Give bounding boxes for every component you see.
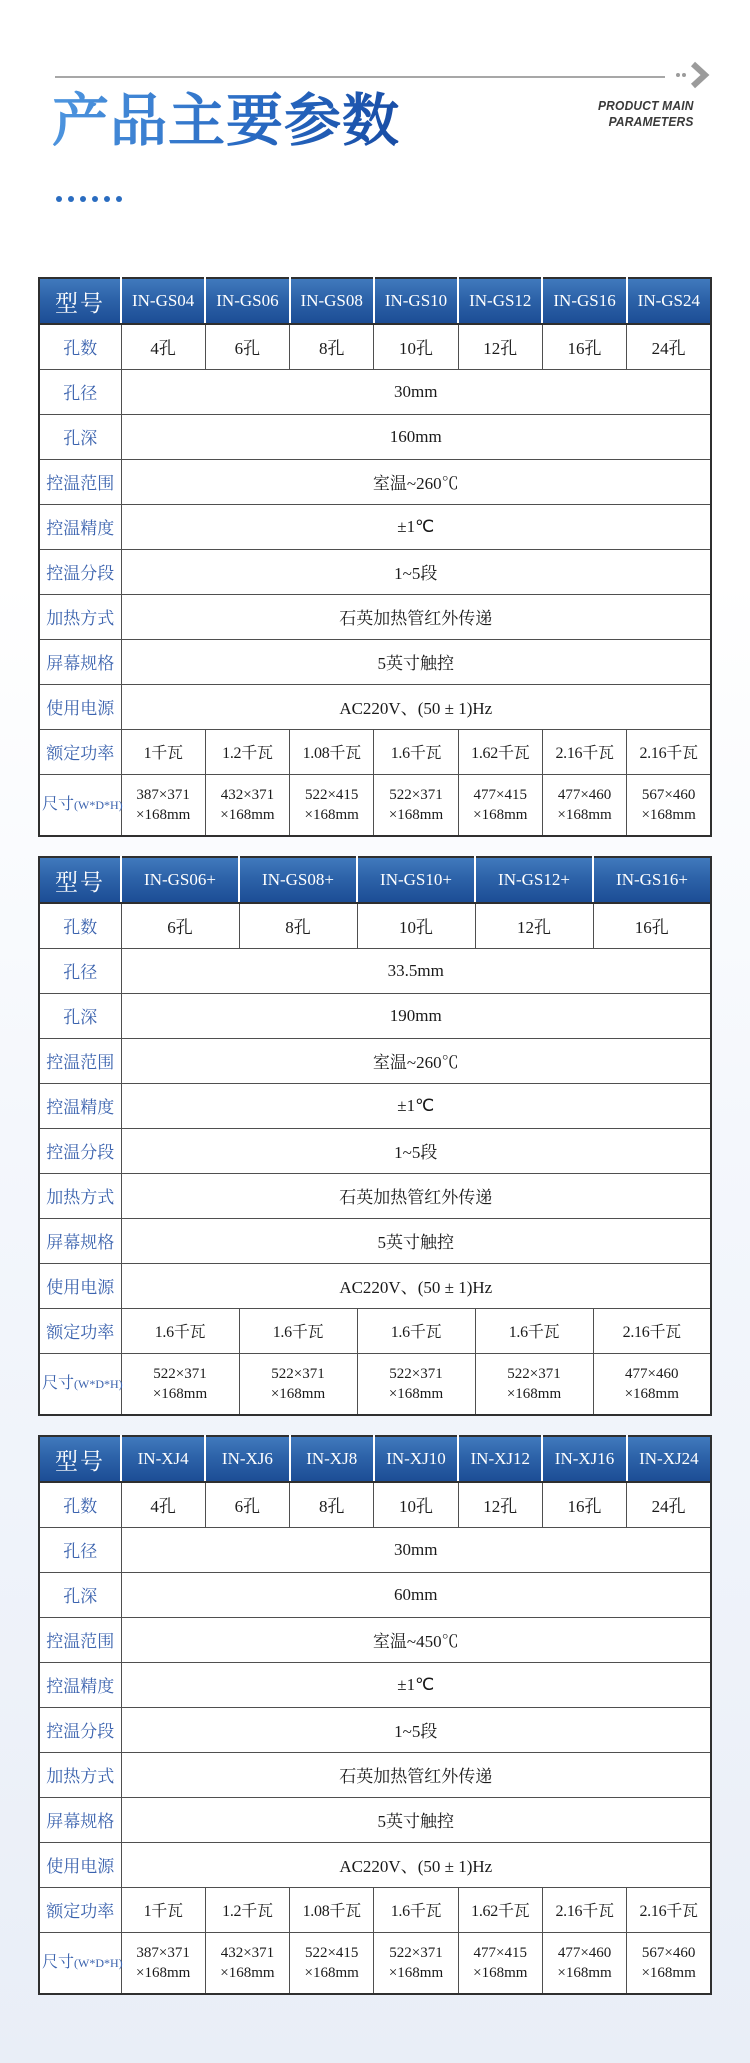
spec-value-cell: 1千瓦: [121, 729, 205, 774]
spec-value-cell: 1.6千瓦: [374, 729, 458, 774]
row-label: 控温精度: [39, 504, 121, 549]
spec-row: [39, 1752, 711, 1797]
spec-row: [39, 1083, 711, 1128]
spec-value-cell: 4孔: [121, 1482, 205, 1527]
spec-value-cell: ±1℃: [121, 1083, 711, 1128]
blue-dot-icon: [116, 196, 122, 202]
model-header-label: 型号: [39, 278, 121, 324]
row-label: 控温分段: [39, 1128, 121, 1173]
spec-value-cell: ±1℃: [121, 504, 711, 549]
spec-table-2: [38, 856, 712, 1416]
row-label: 使用电源: [39, 684, 121, 729]
spec-value-cell: 477×415 ×168mm: [458, 1932, 542, 1994]
spec-value-cell: 6孔: [121, 903, 239, 948]
spec-row: [39, 1797, 711, 1842]
spec-row: [39, 324, 711, 369]
spec-value-cell: 室温~260℃: [121, 1038, 711, 1083]
model-name-cell: IN-GS08+: [239, 857, 357, 903]
row-label: 额定功率: [39, 1887, 121, 1932]
spec-value-cell: 1.6千瓦: [121, 1308, 239, 1353]
spec-value-cell: 石英加热管红外传递: [121, 1752, 711, 1797]
row-label: 孔深: [39, 993, 121, 1038]
spec-value-cell: 石英加热管红外传递: [121, 1173, 711, 1218]
spec-value-cell: 12孔: [458, 1482, 542, 1527]
row-label: 孔数: [39, 1482, 121, 1527]
row-label: 额定功率: [39, 1308, 121, 1353]
spec-value-cell: 12孔: [475, 903, 593, 948]
spec-value-cell: 522×371 ×168mm: [357, 1353, 475, 1415]
spec-value-cell: 30mm: [121, 1527, 711, 1572]
spec-value-cell: 10孔: [374, 1482, 458, 1527]
spec-value-cell: 8孔: [290, 1482, 374, 1527]
spec-row: [39, 1308, 711, 1353]
spec-value-cell: 16孔: [593, 903, 711, 948]
spec-value-cell: 1.6千瓦: [239, 1308, 357, 1353]
page-title-english: [598, 98, 694, 158]
spec-value-cell: 5英寸触控: [121, 1797, 711, 1842]
model-name-cell: IN-XJ12: [458, 1436, 542, 1482]
model-name-cell: IN-GS04: [121, 278, 205, 324]
spec-row: [39, 993, 711, 1038]
spec-value-cell: 2.16千瓦: [593, 1308, 711, 1353]
row-label: 孔径: [39, 948, 121, 993]
row-label: 尺寸(W*D*H): [39, 774, 121, 836]
spec-value-cell: 477×460 ×168mm: [542, 774, 626, 836]
spec-row: [39, 1038, 711, 1083]
spec-value-cell: 522×415 ×168mm: [290, 774, 374, 836]
model-name-cell: IN-GS10+: [357, 857, 475, 903]
spec-row: [39, 639, 711, 684]
spec-value-cell: 8孔: [239, 903, 357, 948]
header-divider-line: [55, 76, 665, 78]
spec-value-cell: 1千瓦: [121, 1887, 205, 1932]
row-label: 加热方式: [39, 1173, 121, 1218]
spec-value-cell: 567×460 ×168mm: [627, 774, 711, 836]
model-name-cell: IN-GS24: [627, 278, 711, 324]
spec-value-cell: 477×415 ×168mm: [458, 774, 542, 836]
spec-value-cell: 24孔: [627, 1482, 711, 1527]
spec-value-cell: 33.5mm: [121, 948, 711, 993]
spec-value-cell: 1.2千瓦: [205, 1887, 289, 1932]
spec-value-cell: AC220V、(50 ± 1)Hz: [121, 1263, 711, 1308]
model-header-row: [39, 857, 711, 903]
row-label: 控温分段: [39, 549, 121, 594]
model-header-row: [39, 278, 711, 324]
spec-value-cell: 12孔: [458, 324, 542, 369]
row-label: 尺寸(W*D*H): [39, 1353, 121, 1415]
spec-value-cell: 2.16千瓦: [542, 1887, 626, 1932]
spec-value-cell: 10孔: [374, 324, 458, 369]
spec-row: [39, 1527, 711, 1572]
blue-dot-icon: [104, 196, 110, 202]
row-label: 控温精度: [39, 1662, 121, 1707]
page-title-english-line1: PRODUCT MAIN: [598, 98, 694, 113]
model-header-label: 型号: [39, 857, 121, 903]
model-name-cell: IN-XJ24: [627, 1436, 711, 1482]
row-label: 屏幕规格: [39, 1797, 121, 1842]
spec-value-cell: 1.6千瓦: [475, 1308, 593, 1353]
spec-value-cell: 5英寸触控: [121, 1218, 711, 1263]
spec-value-cell: 387×371 ×168mm: [121, 1932, 205, 1994]
spec-value-cell: 477×460 ×168mm: [593, 1353, 711, 1415]
model-header-label: 型号: [39, 1436, 121, 1482]
spec-value-cell: 1.62千瓦: [458, 729, 542, 774]
model-name-cell: IN-GS10: [374, 278, 458, 324]
spec-row: [39, 1932, 711, 1994]
blue-dot-icon: [92, 196, 98, 202]
spec-value-cell: 1~5段: [121, 1128, 711, 1173]
row-label: 屏幕规格: [39, 1218, 121, 1263]
spec-row: [39, 1707, 711, 1752]
spec-row: [39, 369, 711, 414]
page-title: 产品主要参数: [52, 86, 400, 157]
spec-value-cell: 522×415 ×168mm: [290, 1932, 374, 1994]
spec-row: [39, 948, 711, 993]
row-label: 使用电源: [39, 1842, 121, 1887]
model-name-cell: IN-XJ8: [290, 1436, 374, 1482]
model-name-cell: IN-GS16: [542, 278, 626, 324]
spec-value-cell: 2.16千瓦: [627, 1887, 711, 1932]
row-label: 屏幕规格: [39, 639, 121, 684]
row-label: 使用电源: [39, 1263, 121, 1308]
model-name-cell: IN-GS06: [205, 278, 289, 324]
row-label: 控温范围: [39, 1038, 121, 1083]
row-label: 尺寸(W*D*H): [39, 1932, 121, 1994]
spec-value-cell: 190mm: [121, 993, 711, 1038]
model-name-cell: IN-XJ10: [374, 1436, 458, 1482]
spec-value-cell: 432×371 ×168mm: [205, 774, 289, 836]
spec-row: [39, 594, 711, 639]
row-label: 控温精度: [39, 1083, 121, 1128]
spec-row: [39, 1617, 711, 1662]
spec-value-cell: AC220V、(50 ± 1)Hz: [121, 684, 711, 729]
spec-value-cell: 30mm: [121, 369, 711, 414]
spec-table-3: [38, 1435, 712, 1995]
spec-table-1: [38, 277, 712, 837]
spec-row: [39, 774, 711, 836]
spec-value-cell: 2.16千瓦: [627, 729, 711, 774]
spec-row: [39, 549, 711, 594]
spec-row: [39, 459, 711, 504]
row-label-suffix: (W*D*H): [74, 1955, 123, 1970]
row-label: 额定功率: [39, 729, 121, 774]
spec-value-cell: 522×371 ×168mm: [475, 1353, 593, 1415]
spec-value-cell: 5英寸触控: [121, 639, 711, 684]
tables: [38, 277, 712, 2014]
spec-value-cell: 6孔: [205, 1482, 289, 1527]
spec-row: [39, 684, 711, 729]
spec-value-cell: 1.6千瓦: [357, 1308, 475, 1353]
spec-value-cell: 24孔: [627, 324, 711, 369]
spec-row: [39, 1173, 711, 1218]
spec-row: [39, 1887, 711, 1932]
spec-value-cell: 室温~450℃: [121, 1617, 711, 1662]
spec-value-cell: 1~5段: [121, 1707, 711, 1752]
spec-value-cell: 16孔: [542, 1482, 626, 1527]
row-label: 控温范围: [39, 1617, 121, 1662]
spec-value-cell: 432×371 ×168mm: [205, 1932, 289, 1994]
spec-row: [39, 1572, 711, 1617]
model-name-cell: IN-GS16+: [593, 857, 711, 903]
row-label: 孔数: [39, 324, 121, 369]
spec-row: [39, 1263, 711, 1308]
spec-row: [39, 1482, 711, 1527]
spec-value-cell: 室温~260℃: [121, 459, 711, 504]
row-label: 加热方式: [39, 1752, 121, 1797]
model-name-cell: IN-GS12+: [475, 857, 593, 903]
model-name-cell: IN-XJ4: [121, 1436, 205, 1482]
spec-value-cell: 2.16千瓦: [542, 729, 626, 774]
blue-dot-icon: [80, 196, 86, 202]
spec-value-cell: 1.08千瓦: [290, 729, 374, 774]
spec-value-cell: ±1℃: [121, 1662, 711, 1707]
spec-value-cell: 16孔: [542, 324, 626, 369]
spec-row: [39, 1353, 711, 1415]
section-header: [52, 86, 694, 157]
spec-value-cell: 4孔: [121, 324, 205, 369]
spec-row: [39, 729, 711, 774]
spec-row: [39, 903, 711, 948]
spec-value-cell: 522×371 ×168mm: [121, 1353, 239, 1415]
spec-value-cell: 522×371 ×168mm: [374, 1932, 458, 1994]
spec-value-cell: 477×460 ×168mm: [542, 1932, 626, 1994]
model-name-cell: IN-XJ16: [542, 1436, 626, 1482]
row-label: 孔数: [39, 903, 121, 948]
page-title-english-line2: PARAMETERS: [608, 115, 694, 130]
spec-row: [39, 1218, 711, 1263]
blue-dot-icon: [56, 196, 62, 202]
spec-row: [39, 1128, 711, 1173]
spec-value-cell: 石英加热管红外传递: [121, 594, 711, 639]
spec-row: [39, 414, 711, 459]
model-name-cell: IN-XJ6: [205, 1436, 289, 1482]
model-name-cell: IN-GS06+: [121, 857, 239, 903]
spec-row: [39, 504, 711, 549]
model-header-row: [39, 1436, 711, 1482]
spec-row: [39, 1842, 711, 1887]
row-label-suffix: (W*D*H): [74, 1376, 123, 1391]
spec-value-cell: 160mm: [121, 414, 711, 459]
spec-value-cell: AC220V、(50 ± 1)Hz: [121, 1842, 711, 1887]
spec-value-cell: 6孔: [205, 324, 289, 369]
spec-value-cell: 10孔: [357, 903, 475, 948]
row-label: 孔径: [39, 369, 121, 414]
row-label: 控温分段: [39, 1707, 121, 1752]
row-label-suffix: (W*D*H): [74, 797, 123, 812]
spec-value-cell: 522×371 ×168mm: [374, 774, 458, 836]
spec-value-cell: 1.62千瓦: [458, 1887, 542, 1932]
row-label: 孔深: [39, 414, 121, 459]
row-label: 孔深: [39, 1572, 121, 1617]
row-label: 加热方式: [39, 594, 121, 639]
spec-value-cell: 1.08千瓦: [290, 1887, 374, 1932]
spec-value-cell: 8孔: [290, 324, 374, 369]
model-name-cell: IN-GS12: [458, 278, 542, 324]
title-decorative-dots: [56, 196, 122, 202]
spec-value-cell: 1.2千瓦: [205, 729, 289, 774]
row-label: 控温范围: [39, 459, 121, 504]
spec-value-cell: 522×371 ×168mm: [239, 1353, 357, 1415]
spec-value-cell: 60mm: [121, 1572, 711, 1617]
row-label: 孔径: [39, 1527, 121, 1572]
blue-dot-icon: [68, 196, 74, 202]
spec-row: [39, 1662, 711, 1707]
model-name-cell: IN-GS08: [290, 278, 374, 324]
spec-value-cell: 1~5段: [121, 549, 711, 594]
spec-value-cell: 1.6千瓦: [374, 1887, 458, 1932]
spec-value-cell: 387×371 ×168mm: [121, 774, 205, 836]
spec-value-cell: 567×460 ×168mm: [627, 1932, 711, 1994]
